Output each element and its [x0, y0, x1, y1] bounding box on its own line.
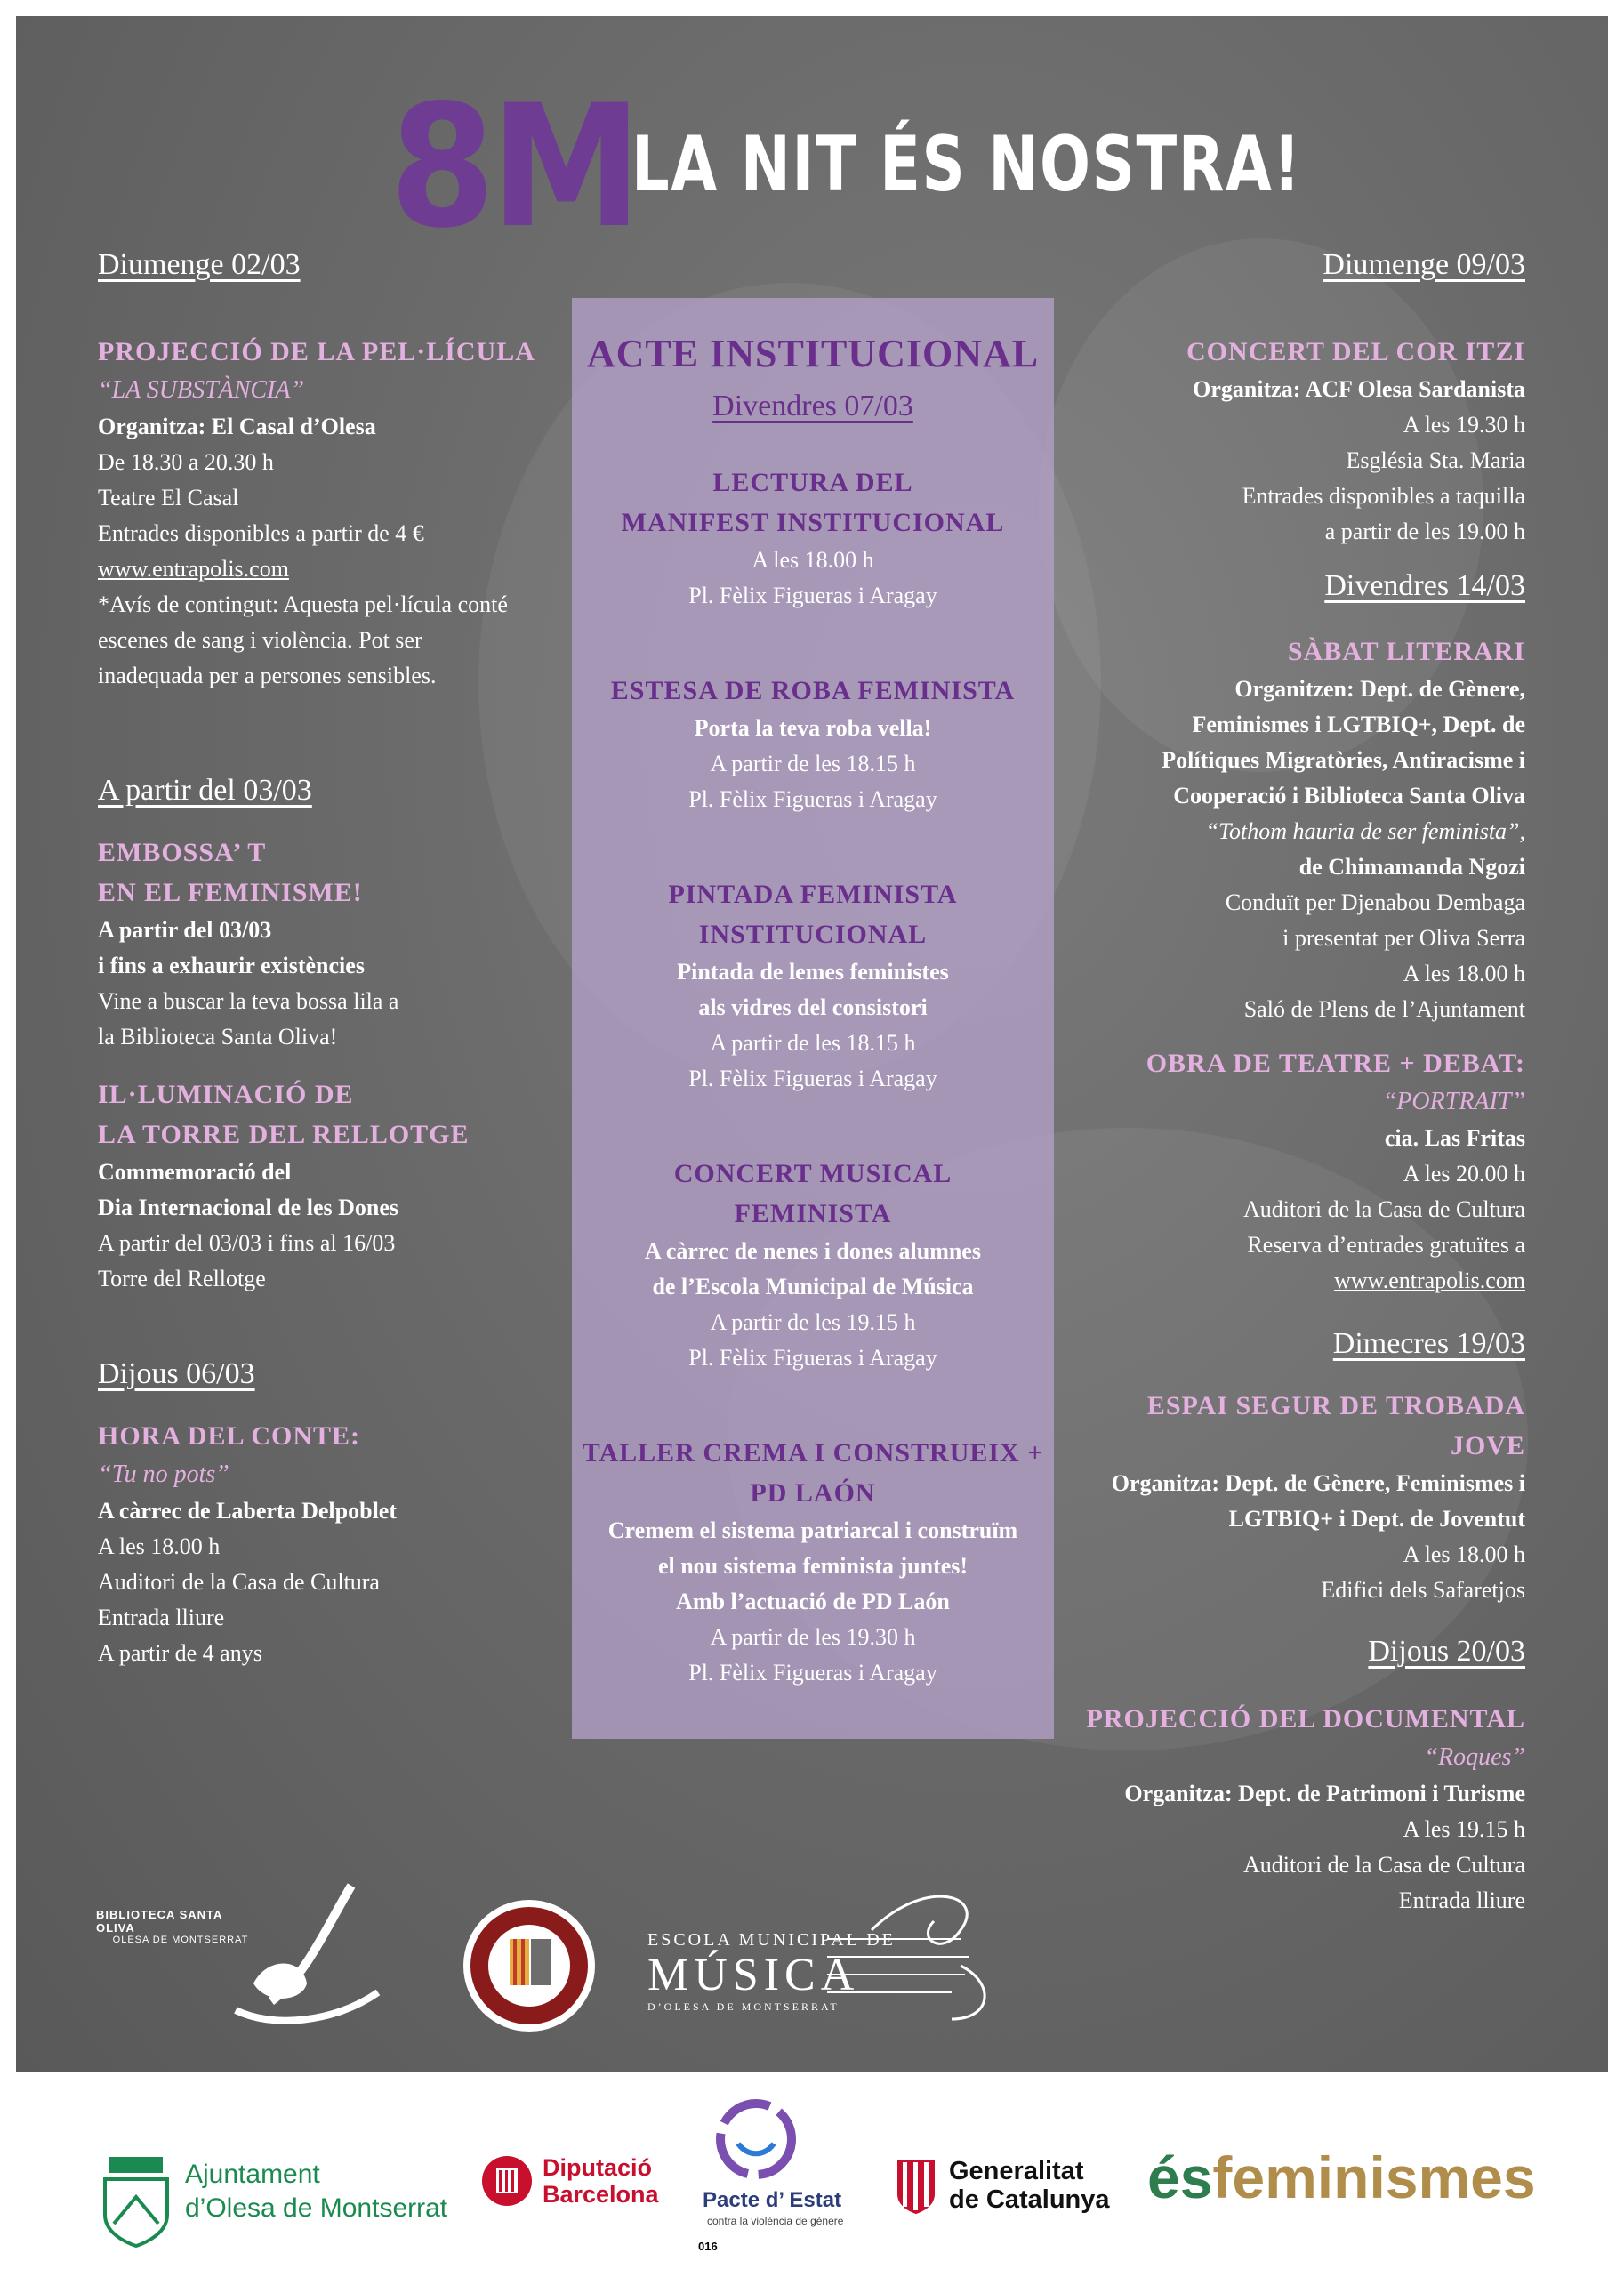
event-detail: A partir de les 18.15 h	[710, 1030, 916, 1056]
event-detail-bold: Porta la teva roba vella!	[694, 715, 932, 741]
event-detail: A les 18.00 h	[752, 547, 874, 573]
event-detail: Torre del Rellotge	[98, 1266, 266, 1291]
event-organizer: Feminismes i LGTBIQ+, Dept. de	[1192, 712, 1525, 737]
event-subtitle: “Roques”	[1424, 1743, 1525, 1771]
event-title: TALLER CREMA I CONSTRUEIX +	[582, 1438, 1044, 1468]
event-detail: Pl. Fèlix Figueras i Aragay	[688, 1660, 937, 1686]
date-heading: Divendres 14/03	[1324, 569, 1525, 602]
page-title: LA NIT ÉS NOSTRA!	[631, 120, 1302, 209]
event-title: PD LAÓN	[750, 1478, 876, 1508]
event-detail-bold: Amb l’actuació de PD Laón	[676, 1589, 950, 1614]
event-detail: Edifici dels Safaretjos	[1321, 1577, 1525, 1603]
diputacio-shield-icon	[480, 2152, 534, 2215]
event-title: MANIFEST INSTITUCIONAL	[621, 508, 1005, 537]
generalitat-line2: de Catalunya	[949, 2185, 1110, 2214]
content-note: *Avís de contingut: Aquesta pel·lícula conté	[98, 591, 508, 617]
diputacio-line2: Barcelona	[543, 2181, 659, 2208]
event-detail-bold: Commemoració del	[98, 1159, 292, 1185]
date-heading: Dimecres 19/03	[1332, 1327, 1525, 1360]
event-detail: A les 19.15 h	[1403, 1816, 1525, 1842]
event-organizer: Organitza: Dept. de Patrimoni i Turisme	[1124, 1781, 1525, 1806]
event-detail: Saló de Plens de l’Ajuntament	[1243, 996, 1525, 1022]
event-subtitle: “LA SUBSTÀNCIA”	[98, 376, 305, 404]
ajuntament-line1: Ajuntament	[185, 2160, 320, 2189]
generalitat-logo	[894, 2157, 1110, 2220]
event-detail: A les 18.00 h	[1403, 1541, 1525, 1567]
event-detail: A les 18.00 h	[98, 1533, 221, 1559]
event-detail: a partir de les 19.00 h	[1324, 519, 1525, 544]
pacte-estat-number: 016	[698, 2240, 718, 2253]
event-detail-bold: cia. Las Fritas	[1384, 1125, 1525, 1151]
book-title: “Tothom hauria de ser feminista”,	[1205, 818, 1525, 844]
event-detail: A partir de les 18.15 h	[710, 751, 916, 776]
right-column	[1058, 245, 1525, 1919]
event-title: LA TORRE DEL RELLOTGE	[98, 1120, 470, 1149]
event-detail-bold: A càrrec de Laberta Delpoblet	[98, 1498, 397, 1524]
event-detail-bold: el nou sistema feminista juntes!	[657, 1553, 969, 1579]
date-heading: Diumenge 09/03	[1323, 248, 1525, 281]
event-detail: Conduït per Djenabou Dembaga	[1225, 889, 1525, 915]
event-title: SÀBAT LITERARI	[1287, 637, 1525, 666]
esfeminismes-logo	[1147, 2144, 1536, 2211]
content-note: inadequada per a persones sensibles.	[98, 663, 437, 688]
event-title: PINTADA FEMINISTA	[668, 880, 958, 909]
event-title: IL·LUMINACIÓ DE	[98, 1080, 354, 1109]
date-heading: Dijous 06/03	[98, 1357, 255, 1390]
event-organizer: Organitzen: Dept. de Gènere,	[1234, 676, 1525, 702]
escola-musica-line2: MÚSICA	[647, 1950, 860, 2000]
event-organizer: Organitza: Dept. de Gènere, Feminismes i	[1111, 1470, 1525, 1496]
event-detail-bold: Cremem el sistema patriarcal i construïm	[607, 1517, 1018, 1543]
date-heading: A partir del 03/03	[98, 774, 312, 807]
event-organizer: LGTBIQ+ i Dept. de Joventut	[1228, 1506, 1525, 1532]
event-subtitle: “Tu no pots”	[98, 1460, 229, 1488]
content-note: escenes de sang i violència. Pot ser	[98, 627, 422, 653]
event-detail: Vine a buscar la teva bossa lila a	[98, 988, 399, 1014]
event-detail-bold: als vidres del consistori	[698, 994, 928, 1020]
event-title: INSTITUCIONAL	[698, 920, 928, 949]
ajuntament-shield-icon	[96, 2152, 176, 2250]
event-detail-bold: i fins a exhaurir existències	[98, 953, 365, 978]
event-detail-bold: de Chimamanda Ngozi	[1298, 854, 1525, 880]
event-organizer: Organitza: ACF Olesa Sardanista	[1193, 376, 1525, 402]
event-title: FEMINISTA	[734, 1199, 892, 1228]
event-detail: Pl. Fèlix Figueras i Aragay	[688, 583, 937, 608]
diputacio-line1: Diputació	[543, 2154, 653, 2181]
event-detail: Entrades disponibles a partir de 4 €	[98, 520, 424, 546]
event-detail: la Biblioteca Santa Oliva!	[98, 1024, 338, 1050]
diputacio-logo	[480, 2152, 659, 2219]
event-detail: A partir del 03/03 i fins al 16/03	[98, 1230, 396, 1256]
event-detail-bold: A partir del 03/03	[98, 917, 272, 943]
event-detail: Pl. Fèlix Figueras i Aragay	[688, 1345, 937, 1371]
entrapolis-link[interactable]: www.entrapolis.com	[1334, 1267, 1525, 1293]
generalitat-flag-icon	[894, 2157, 938, 2216]
biblioteca-logo-place: OLESA DE MONTSERRAT	[112, 1935, 249, 1945]
event-detail: A partir de les 19.30 h	[710, 1624, 916, 1650]
date-heading: Divendres 07/03	[712, 390, 913, 422]
event-title: OBRA DE TEATRE + DEBAT:	[1146, 1049, 1525, 1078]
event-detail: Reserva d’entrades gratuïtes a	[1247, 1232, 1525, 1258]
entrapolis-link[interactable]: www.entrapolis.com	[98, 556, 289, 582]
ajuntament-logo	[96, 2152, 448, 2255]
rocking-chair-icon	[218, 1877, 387, 2028]
event-title: ESTESA DE ROBA FEMINISTA	[610, 676, 1016, 705]
event-detail: Entrada lliure	[1398, 1887, 1525, 1913]
title-8m: 8M	[390, 68, 638, 265]
event-detail-bold: de l’Escola Municipal de Música	[652, 1274, 974, 1299]
event-detail: A partir de les 19.15 h	[710, 1309, 916, 1335]
music-staff-icon	[818, 1877, 1005, 2028]
event-title: HORA DEL CONTE:	[98, 1421, 361, 1451]
event-title: JOVE	[1450, 1431, 1525, 1460]
event-detail: i presentat per Oliva Serra	[1282, 925, 1525, 951]
date-heading: Dijous 20/03	[1368, 1635, 1525, 1668]
esfeminismes-part2: feminismes	[1212, 2144, 1536, 2210]
event-title: LECTURA DEL	[712, 468, 913, 497]
pacte-estat-circle-icon	[707, 2090, 805, 2188]
event-title: PROJECCIÓ DE LA PEL·LÍCULA	[98, 337, 535, 366]
event-detail-bold: Pintada de lemes feministes	[677, 959, 949, 985]
event-title: PROJECCIÓ DEL DOCUMENTAL	[1086, 1704, 1525, 1734]
event-detail: Església Sta. Maria	[1346, 447, 1525, 473]
event-title: ESPAI SEGUR DE TROBADA	[1146, 1391, 1525, 1420]
footer-sponsors	[0, 2081, 1624, 2269]
event-detail: Auditori de la Casa de Cultura	[1243, 1852, 1525, 1878]
pacte-estat-subtitle: contra la violència de gènere	[707, 2215, 844, 2227]
generalitat-name	[949, 2157, 1110, 2214]
event-organizer: Cooperació i Biblioteca Santa Oliva	[1173, 783, 1525, 809]
left-column	[98, 245, 560, 1671]
pacte-estat-logo	[698, 2090, 844, 2253]
escola-musica-line1: ESCOLA MUNICIPAL DE	[647, 1930, 896, 1950]
event-detail: De 18.30 a 20.30 h	[98, 449, 274, 475]
event-detail: A les 19.30 h	[1403, 412, 1525, 438]
event-detail: Entrades disponibles a taquilla	[1242, 483, 1525, 509]
generalitat-line1: Generalitat	[949, 2157, 1084, 2185]
date-heading: Diumenge 02/03	[98, 248, 301, 281]
event-detail: Teatre El Casal	[98, 485, 239, 511]
ajuntament-name	[185, 2158, 447, 2225]
event-title: EN EL FEMINISME!	[98, 878, 363, 907]
event-organizer: Polítiques Migratòries, Antiracisme i	[1162, 747, 1525, 773]
pacte-estat-name: Pacte d’ Estat	[703, 2188, 842, 2212]
escola-musica-line3: D’OLESA DE MONTSERRAT	[647, 2000, 840, 2013]
event-title: CONCERT DEL COR ITZI	[1186, 337, 1525, 366]
event-detail: Auditori de la Casa de Cultura	[1243, 1196, 1525, 1222]
event-detail: Entrada lliure	[98, 1605, 225, 1630]
event-detail: A les 20.00 h	[1403, 1161, 1525, 1187]
event-detail-bold: A càrrec de nenes i dones alumnes	[645, 1238, 981, 1264]
institutional-title: ACTE INSTITUCIONAL	[586, 332, 1040, 375]
diputacio-name	[543, 2154, 659, 2208]
event-subtitle: “PORTRAIT”	[1382, 1088, 1525, 1115]
event-title: EMBOSSA’ T	[98, 838, 267, 867]
ajuntament-line2: d’Olesa de Montserrat	[185, 2193, 448, 2223]
event-detail: Pl. Fèlix Figueras i Aragay	[688, 786, 937, 812]
esfeminismes-part1: és	[1147, 2144, 1213, 2210]
biblioteca-logo-name: BIBLIOTECA SANTA OLIVA	[96, 1908, 222, 1935]
event-title: CONCERT MUSICAL	[673, 1159, 953, 1188]
event-detail: A partir de 4 anys	[98, 1640, 262, 1666]
event-detail: Pl. Fèlix Figueras i Aragay	[688, 1066, 937, 1091]
event-detail: A les 18.00 h	[1403, 961, 1525, 986]
event-detail: Auditori de la Casa de Cultura	[98, 1569, 380, 1595]
event-detail-bold: Dia Internacional de les Dones	[98, 1195, 398, 1220]
event-organizer: Organitza: El Casal d’Olesa	[98, 414, 376, 439]
center-column	[572, 329, 1054, 1691]
olesa-sardanista-seal-icon	[458, 1895, 600, 2037]
